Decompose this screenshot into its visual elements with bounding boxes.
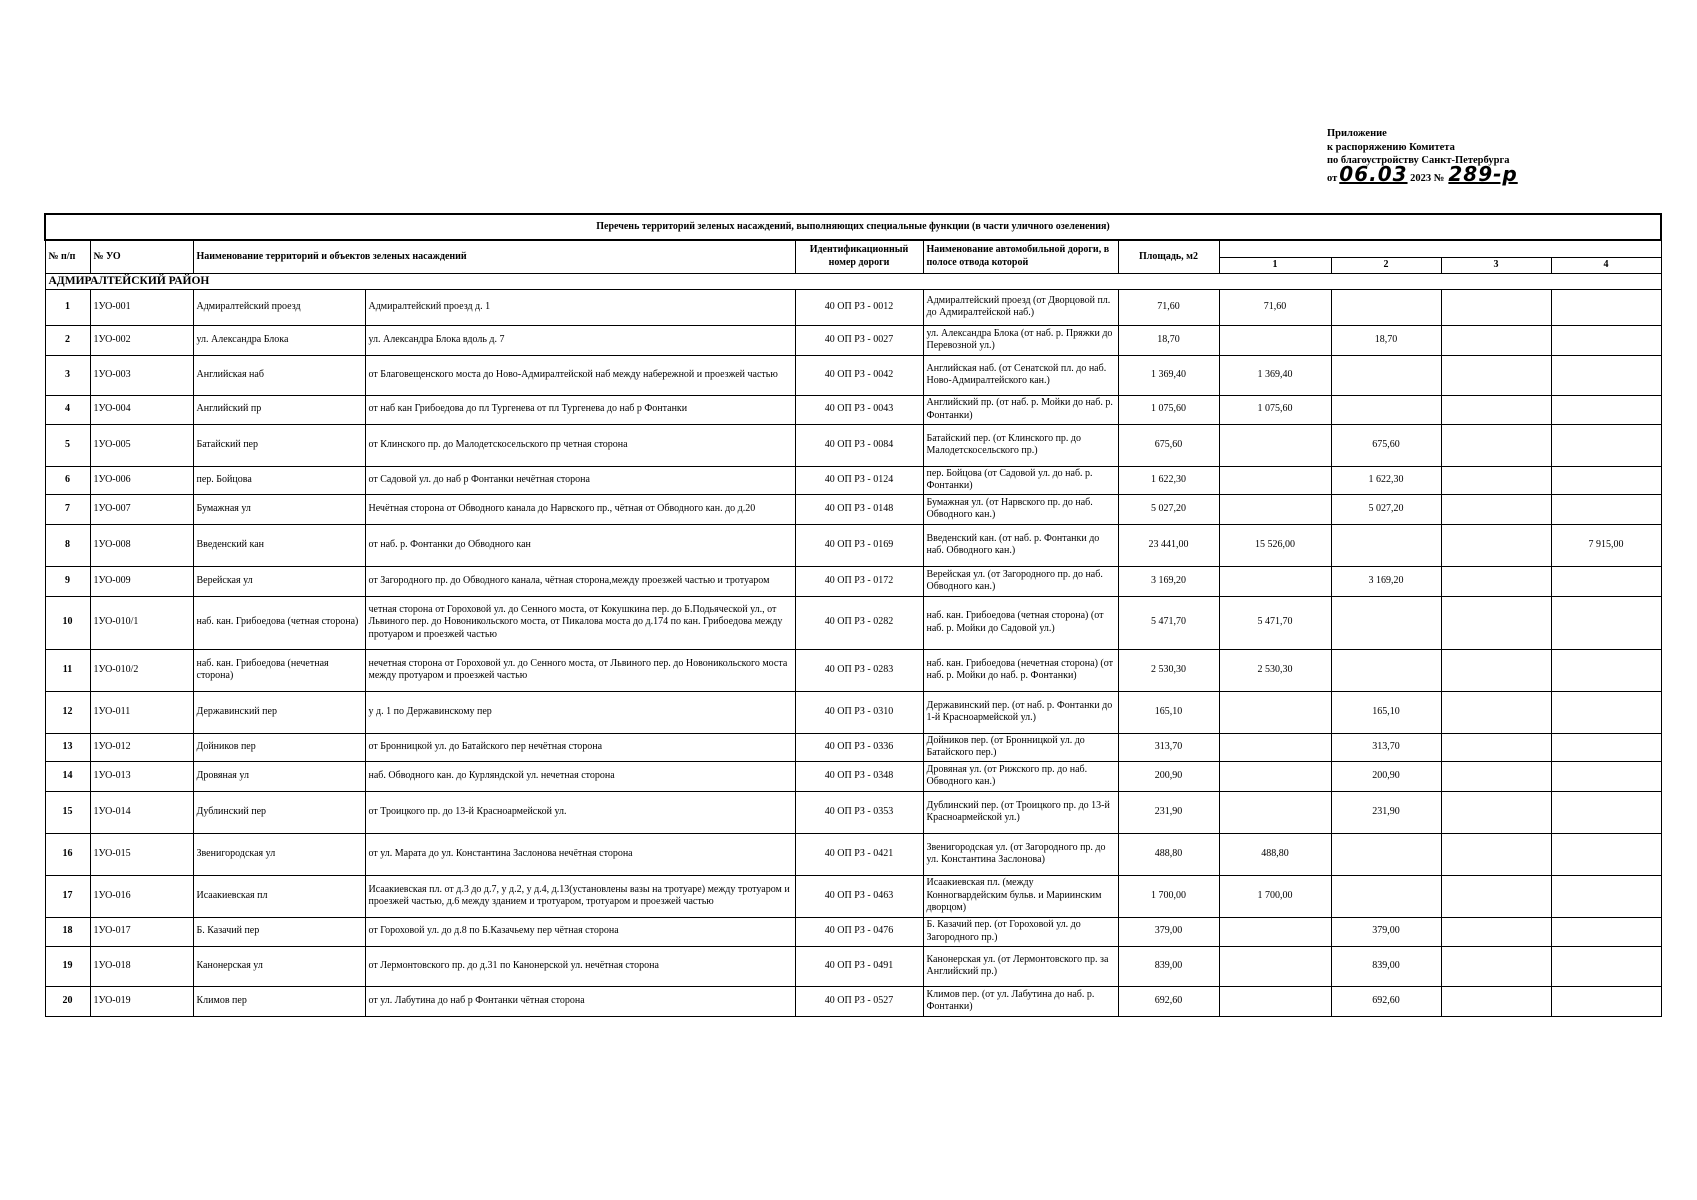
row-road-id: 40 ОП РЗ - 0476: [795, 917, 923, 946]
row-uo-number: 1УО-006: [90, 466, 193, 494]
row-road-name: Б. Казачий пер. (от Гороховой ул. до Загородного пр.): [923, 917, 1118, 946]
row-category-3: [1441, 733, 1551, 761]
table-row: [45, 986, 1661, 1016]
row-territory-description: четная сторона от Гороховой ул. до Сенного моста, от Кокушкина пер. до Б.Подьяческой ул., от Львиного пер. до Новоникольского моста, от Пикалова моста до д.174 по кан. Грибоедова между протуаром и проезжей частью: [365, 596, 795, 649]
table-row: [45, 424, 1661, 466]
row-category-2: [1331, 596, 1441, 649]
row-category-3: [1441, 917, 1551, 946]
row-territory-name: Державинский пер: [193, 691, 365, 733]
annex-date-prefix: от: [1327, 172, 1338, 184]
row-category-3: [1441, 524, 1551, 566]
table-row: [45, 691, 1661, 733]
row-road-name: Дровяная ул. (от Рижского пр. до наб. Обводного кан.): [923, 761, 1118, 791]
row-number: 1: [45, 289, 90, 325]
row-area: 18,70: [1118, 325, 1219, 355]
row-category-4: [1551, 424, 1661, 466]
row-number: 9: [45, 566, 90, 596]
header-road-id: Идентификационный номер дороги: [795, 240, 923, 273]
row-category-1: [1219, 761, 1331, 791]
row-road-name: Звенигородская ул. (от Загородного пр. до ул. Константина Заслонова): [923, 833, 1118, 875]
row-category-1: [1219, 946, 1331, 986]
row-category-1: [1219, 325, 1331, 355]
row-road-id: 40 ОП РЗ - 0012: [795, 289, 923, 325]
row-number: 6: [45, 466, 90, 494]
row-category-4: [1551, 875, 1661, 917]
row-territory-description: Исаакиевская пл. от д.3 до д.7, у д.2, у д.4, д.13(установлены вазы на тротуаре) между тротуаром и проезжей частью, д.6 между зданием и тротуаром, тротуаром и проезжей частью: [365, 875, 795, 917]
row-road-name: пер. Бойцова (от Садовой ул. до наб. р. Фонтанки): [923, 466, 1118, 494]
table-row: [45, 946, 1661, 986]
table-row: [45, 761, 1661, 791]
row-number: 3: [45, 355, 90, 395]
row-category-2: [1331, 833, 1441, 875]
row-road-name: наб. кан. Грибоедова (нечетная сторона) (от наб. р. Мойки до наб. р. Фонтанки): [923, 649, 1118, 691]
row-category-3: [1441, 761, 1551, 791]
row-area: 675,60: [1118, 424, 1219, 466]
row-category-1: 1 075,60: [1219, 395, 1331, 424]
row-category-4: [1551, 325, 1661, 355]
header-uo: № УО: [90, 240, 193, 273]
row-number: 19: [45, 946, 90, 986]
row-category-1: [1219, 424, 1331, 466]
row-category-2: [1331, 395, 1441, 424]
row-category-3: [1441, 395, 1551, 424]
row-category-1: 71,60: [1219, 289, 1331, 325]
row-category-1: 1 369,40: [1219, 355, 1331, 395]
handwritten-date: 06.03: [1339, 161, 1408, 186]
row-territory-description: от Бронницкой ул. до Батайского пер нечётная сторона: [365, 733, 795, 761]
row-territory-description: от ул. Марата до ул. Константина Заслонова нечётная сторона: [365, 833, 795, 875]
row-territory-name: наб. кан. Грибоедова (нечетная сторона): [193, 649, 365, 691]
row-category-2: [1331, 524, 1441, 566]
row-category-3: [1441, 946, 1551, 986]
row-road-id: 40 ОП РЗ - 0310: [795, 691, 923, 733]
row-category-3: [1441, 986, 1551, 1016]
row-area: 692,60: [1118, 986, 1219, 1016]
row-category-2: [1331, 289, 1441, 325]
row-territory-description: Адмиралтейский проезд д. 1: [365, 289, 795, 325]
row-uo-number: 1УО-001: [90, 289, 193, 325]
row-territory-description: от Загородного пр. до Обводного канала, чётная сторона,между проезжей частью и тротуаром: [365, 566, 795, 596]
row-uo-number: 1УО-013: [90, 761, 193, 791]
row-category-4: [1551, 946, 1661, 986]
table-row: [45, 596, 1661, 649]
row-road-name: Верейская ул. (от Загородного пр. до наб. Обводного кан.): [923, 566, 1118, 596]
row-category-3: [1441, 833, 1551, 875]
row-territory-name: Б. Казачий пер: [193, 917, 365, 946]
row-uo-number: 1УО-004: [90, 395, 193, 424]
row-area: 839,00: [1118, 946, 1219, 986]
row-uo-number: 1УО-003: [90, 355, 193, 395]
row-category-4: [1551, 596, 1661, 649]
table-title-row: [45, 214, 1661, 240]
row-road-id: 40 ОП РЗ - 0527: [795, 986, 923, 1016]
header-area: Площадь, м2: [1118, 240, 1219, 273]
row-category-2: [1331, 355, 1441, 395]
annex-block: [1327, 127, 1518, 185]
row-area: 488,80: [1118, 833, 1219, 875]
row-area: 5 471,70: [1118, 596, 1219, 649]
row-category-1: 488,80: [1219, 833, 1331, 875]
row-category-1: 1 700,00: [1219, 875, 1331, 917]
row-category-3: [1441, 691, 1551, 733]
row-number: 8: [45, 524, 90, 566]
row-category-4: [1551, 395, 1661, 424]
table-row: [45, 833, 1661, 875]
row-category-1: [1219, 986, 1331, 1016]
row-number: 13: [45, 733, 90, 761]
row-territory-name: Английская наб: [193, 355, 365, 395]
row-territory-description: у д. 1 по Державинскому пер: [365, 691, 795, 733]
row-territory-description: от наб. р. Фонтанки до Обводного кан: [365, 524, 795, 566]
row-territory-name: Верейская ул: [193, 566, 365, 596]
row-category-1: 5 471,70: [1219, 596, 1331, 649]
header-cat-2: 2: [1331, 258, 1441, 274]
row-category-2: 3 169,20: [1331, 566, 1441, 596]
row-territory-name: Дровяная ул: [193, 761, 365, 791]
row-territory-name: Звенигородская ул: [193, 833, 365, 875]
row-area: 1 369,40: [1118, 355, 1219, 395]
row-territory-description: от ул. Лабутина до наб р Фонтанки чётная сторона: [365, 986, 795, 1016]
row-uo-number: 1УО-008: [90, 524, 193, 566]
row-category-3: [1441, 875, 1551, 917]
row-category-3: [1441, 494, 1551, 524]
row-road-id: 40 ОП РЗ - 0336: [795, 733, 923, 761]
row-category-1: [1219, 691, 1331, 733]
row-number: 15: [45, 791, 90, 833]
row-territory-name: Климов пер: [193, 986, 365, 1016]
row-territory-name: Канонерская ул: [193, 946, 365, 986]
row-category-4: [1551, 691, 1661, 733]
row-road-id: 40 ОП РЗ - 0421: [795, 833, 923, 875]
row-category-3: [1441, 289, 1551, 325]
row-area: 231,90: [1118, 791, 1219, 833]
table-row: [45, 395, 1661, 424]
table-row: [45, 524, 1661, 566]
row-area: 2 530,30: [1118, 649, 1219, 691]
row-category-4: [1551, 733, 1661, 761]
row-road-id: 40 ОП РЗ - 0282: [795, 596, 923, 649]
row-territory-description: наб. Обводного кан. до Курляндской ул. нечетная сторона: [365, 761, 795, 791]
row-category-3: [1441, 325, 1551, 355]
row-road-name: Английский пр. (от наб. р. Мойки до наб. р. Фонтанки): [923, 395, 1118, 424]
row-area: 165,10: [1118, 691, 1219, 733]
row-territory-description: нечетная сторона от Гороховой ул. до Сенного моста, от Львиного пер. до Новоникольского моста между протуаром и проезжей частью: [365, 649, 795, 691]
header-cat-3: 3: [1441, 258, 1551, 274]
row-category-1: 15 526,00: [1219, 524, 1331, 566]
row-category-3: [1441, 791, 1551, 833]
table-row: [45, 289, 1661, 325]
row-category-2: [1331, 875, 1441, 917]
row-number: 14: [45, 761, 90, 791]
row-road-id: 40 ОП РЗ - 0172: [795, 566, 923, 596]
row-area: 313,70: [1118, 733, 1219, 761]
row-road-id: 40 ОП РЗ - 0283: [795, 649, 923, 691]
row-category-2: [1331, 649, 1441, 691]
row-category-3: [1441, 424, 1551, 466]
row-road-id: 40 ОП РЗ - 0353: [795, 791, 923, 833]
row-category-4: [1551, 791, 1661, 833]
row-territory-description: ул. Александра Блока вдоль д. 7: [365, 325, 795, 355]
table-row: [45, 566, 1661, 596]
row-territory-name: ул. Александра Блока: [193, 325, 365, 355]
row-category-4: [1551, 761, 1661, 791]
row-category-2: 18,70: [1331, 325, 1441, 355]
row-area: 1 075,60: [1118, 395, 1219, 424]
row-category-3: [1441, 596, 1551, 649]
table-row: [45, 791, 1661, 833]
row-number: 10: [45, 596, 90, 649]
row-road-name: Исаакиевская пл. (между Конногвардейским бульв. и Мариинским дворцом): [923, 875, 1118, 917]
row-territory-name: Батайский пер: [193, 424, 365, 466]
row-uo-number: 1УО-009: [90, 566, 193, 596]
row-category-3: [1441, 466, 1551, 494]
row-uo-number: 1УО-011: [90, 691, 193, 733]
row-category-4: [1551, 355, 1661, 395]
annex-date-line: [1327, 161, 1518, 186]
row-category-4: [1551, 986, 1661, 1016]
row-uo-number: 1УО-017: [90, 917, 193, 946]
row-road-name: ул. Александра Блока (от наб. р. Пряжки до Перевозной ул.): [923, 325, 1118, 355]
row-road-name: Климов пер. (от ул. Лабутина до наб. р. Фонтанки): [923, 986, 1118, 1016]
district-row: [45, 273, 1661, 289]
annex-year: 2023 №: [1410, 172, 1445, 184]
annex-line-3: по благоустройству Санкт-Петербурга: [1327, 155, 1510, 166]
row-uo-number: 1УО-012: [90, 733, 193, 761]
row-uo-number: 1УО-002: [90, 325, 193, 355]
row-category-1: [1219, 566, 1331, 596]
row-uo-number: 1УО-005: [90, 424, 193, 466]
row-category-4: [1551, 466, 1661, 494]
row-category-2: 231,90: [1331, 791, 1441, 833]
row-number: 5: [45, 424, 90, 466]
row-road-id: 40 ОП РЗ - 0084: [795, 424, 923, 466]
row-area: 1 700,00: [1118, 875, 1219, 917]
row-road-id: 40 ОП РЗ - 0043: [795, 395, 923, 424]
row-road-name: Державинский пер. (от наб. р. Фонтанки до 1-й Красноармейской ул.): [923, 691, 1118, 733]
row-road-id: 40 ОП РЗ - 0463: [795, 875, 923, 917]
table-row: [45, 917, 1661, 946]
row-number: 2: [45, 325, 90, 355]
row-category-4: [1551, 494, 1661, 524]
table-row: [45, 875, 1661, 917]
row-category-4: [1551, 833, 1661, 875]
row-category-1: [1219, 466, 1331, 494]
row-road-id: 40 ОП РЗ - 0042: [795, 355, 923, 395]
row-road-name: Канонерская ул. (от Лермонтовского пр. за Английский пр.): [923, 946, 1118, 986]
header-row: [45, 240, 1661, 258]
row-road-name: Бумажная ул. (от Нарвского пр. до наб. Обводного кан.): [923, 494, 1118, 524]
header-cat-4: 4: [1551, 258, 1661, 274]
row-uo-number: 1УО-019: [90, 986, 193, 1016]
row-number: 4: [45, 395, 90, 424]
row-area: 71,60: [1118, 289, 1219, 325]
row-road-name: Введенский кан. (от наб. р. Фонтанки до наб. Обводного кан.): [923, 524, 1118, 566]
row-category-2: 1 622,30: [1331, 466, 1441, 494]
row-road-id: 40 ОП РЗ - 0124: [795, 466, 923, 494]
annex-line-1: Приложение: [1327, 128, 1387, 139]
row-road-name: Дойников пер. (от Бронницкой ул. до Батайского пер.): [923, 733, 1118, 761]
row-territory-description: от Благовещенского моста до Ново-Адмиралтейской наб между набережной и проезжей частью: [365, 355, 795, 395]
row-number: 17: [45, 875, 90, 917]
table-row: [45, 466, 1661, 494]
header-road-name: Наименование автомобильной дороги, в полосе отвода которой: [923, 240, 1118, 273]
row-territory-description: от наб кан Грибоедова до пл Тургенева от пл Тургенева до наб р Фонтанки: [365, 395, 795, 424]
row-number: 16: [45, 833, 90, 875]
row-number: 12: [45, 691, 90, 733]
row-uo-number: 1УО-010/1: [90, 596, 193, 649]
row-road-id: 40 ОП РЗ - 0148: [795, 494, 923, 524]
row-category-1: [1219, 791, 1331, 833]
row-road-name: Английская наб. (от Сенатской пл. до наб. Ново-Адмиралтейского кан.): [923, 355, 1118, 395]
row-number: 7: [45, 494, 90, 524]
table-title: Перечень территорий зеленых насаждений, выполняющих специальные функции (в части уличного озеленения): [45, 214, 1661, 240]
row-road-name: Адмиралтейский проезд (от Дворцовой пл. до Адмиралтейской наб.): [923, 289, 1118, 325]
row-category-3: [1441, 355, 1551, 395]
header-name: Наименование территорий и объектов зеленых насаждений: [193, 240, 795, 273]
row-category-4: [1551, 566, 1661, 596]
handwritten-number: 289-р: [1448, 161, 1518, 186]
row-territory-description: от Гороховой ул. до д.8 по Б.Казачьему пер чётная сторона: [365, 917, 795, 946]
row-territory-name: Адмиралтейский проезд: [193, 289, 365, 325]
row-category-1: [1219, 733, 1331, 761]
row-category-1: 2 530,30: [1219, 649, 1331, 691]
district-name: АДМИРАЛТЕЙСКИЙ РАЙОН: [45, 273, 1661, 289]
row-uo-number: 1УО-016: [90, 875, 193, 917]
row-uo-number: 1УО-018: [90, 946, 193, 986]
row-territory-name: Введенский кан: [193, 524, 365, 566]
row-category-1: [1219, 494, 1331, 524]
row-number: 11: [45, 649, 90, 691]
table-row: [45, 649, 1661, 691]
table-row: [45, 355, 1661, 395]
header-cat-1: 1: [1219, 258, 1331, 274]
row-category-2: 200,90: [1331, 761, 1441, 791]
table-row: [45, 325, 1661, 355]
annex-line-2: к распоряжению Комитета: [1327, 141, 1455, 153]
row-category-4: [1551, 649, 1661, 691]
row-category-1: [1219, 917, 1331, 946]
row-road-id: 40 ОП РЗ - 0027: [795, 325, 923, 355]
row-area: 5 027,20: [1118, 494, 1219, 524]
row-category-2: 165,10: [1331, 691, 1441, 733]
territories-table: [44, 213, 1662, 1017]
row-category-2: 379,00: [1331, 917, 1441, 946]
row-area: 3 169,20: [1118, 566, 1219, 596]
row-territory-name: Английский пр: [193, 395, 365, 424]
row-territory-name: пер. Бойцова: [193, 466, 365, 494]
row-territory-description: от Троицкого пр. до 13-й Красноармейской ул.: [365, 791, 795, 833]
row-area: 200,90: [1118, 761, 1219, 791]
row-category-3: [1441, 566, 1551, 596]
header-num: № п/п: [45, 240, 90, 273]
row-territory-name: Бумажная ул: [193, 494, 365, 524]
row-category-2: 5 027,20: [1331, 494, 1441, 524]
row-category-2: 675,60: [1331, 424, 1441, 466]
row-area: 379,00: [1118, 917, 1219, 946]
table-row: [45, 733, 1661, 761]
row-uo-number: 1УО-014: [90, 791, 193, 833]
row-category-4: [1551, 917, 1661, 946]
row-territory-description: Нечётная сторона от Обводного канала до Нарвского пр., чётная от Обводного кан. до д.20: [365, 494, 795, 524]
row-road-id: 40 ОП РЗ - 0348: [795, 761, 923, 791]
header-category-group: [1219, 240, 1661, 258]
row-road-name: наб. кан. Грибоедова (четная сторона) (от наб. р. Мойки до Садовой ул.): [923, 596, 1118, 649]
row-area: 1 622,30: [1118, 466, 1219, 494]
row-territory-name: Исаакиевская пл: [193, 875, 365, 917]
row-territory-name: Дойников пер: [193, 733, 365, 761]
row-uo-number: 1УО-007: [90, 494, 193, 524]
row-category-4: 7 915,00: [1551, 524, 1661, 566]
row-territory-description: от Клинского пр. до Малодетскосельского пр четная сторона: [365, 424, 795, 466]
table-row: [45, 494, 1661, 524]
row-category-2: 313,70: [1331, 733, 1441, 761]
row-territory-name: наб. кан. Грибоедова (четная сторона): [193, 596, 365, 649]
row-area: 23 441,00: [1118, 524, 1219, 566]
row-category-2: 692,60: [1331, 986, 1441, 1016]
row-number: 20: [45, 986, 90, 1016]
row-category-2: 839,00: [1331, 946, 1441, 986]
row-uo-number: 1УО-015: [90, 833, 193, 875]
row-road-id: 40 ОП РЗ - 0169: [795, 524, 923, 566]
row-road-name: Батайский пер. (от Клинского пр. до Малодетскосельского пр.): [923, 424, 1118, 466]
row-category-3: [1441, 649, 1551, 691]
row-territory-description: от Лермонтовского пр. до д.31 по Канонерской ул. нечётная сторона: [365, 946, 795, 986]
row-uo-number: 1УО-010/2: [90, 649, 193, 691]
row-category-4: [1551, 289, 1661, 325]
row-territory-description: от Садовой ул. до наб р Фонтанки нечётная сторона: [365, 466, 795, 494]
row-road-id: 40 ОП РЗ - 0491: [795, 946, 923, 986]
row-territory-name: Дублинский пер: [193, 791, 365, 833]
row-number: 18: [45, 917, 90, 946]
row-road-name: Дублинский пер. (от Троицкого пр. до 13-й Красноармейской ул.): [923, 791, 1118, 833]
